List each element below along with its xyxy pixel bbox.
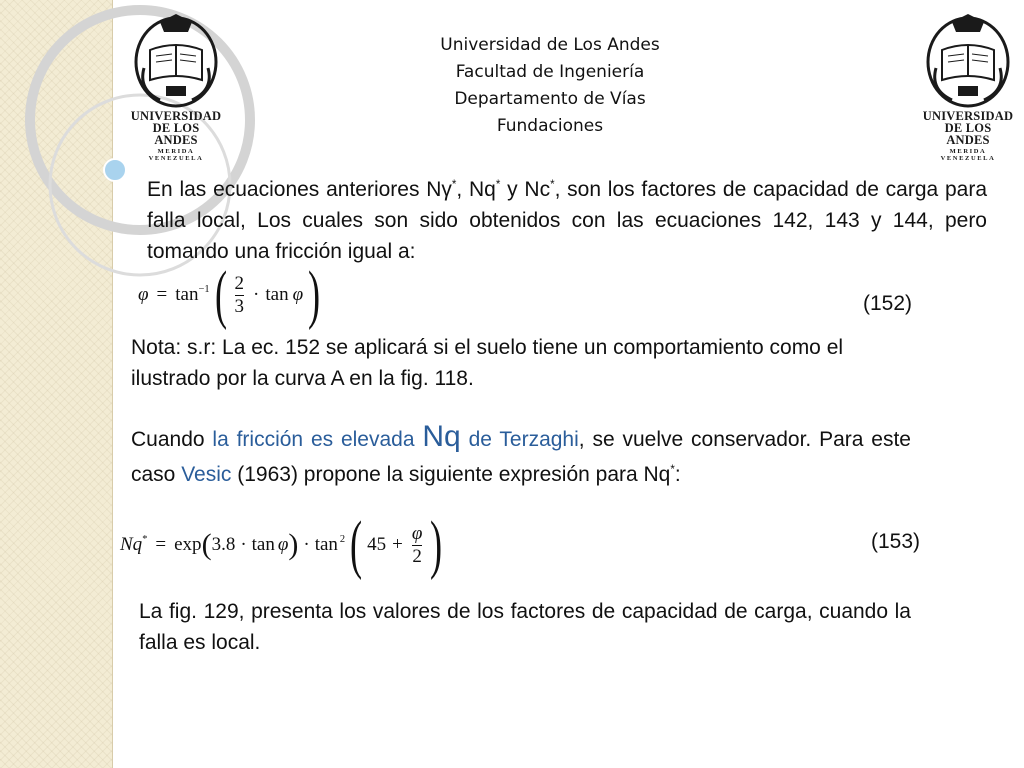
highlighted-text: de Terzaghi xyxy=(460,428,579,451)
constant: 45 xyxy=(367,534,387,555)
text-run: En las ecuaciones anteriores N xyxy=(147,178,442,201)
equation-number-153: (153) xyxy=(871,530,921,553)
text-run: , Nq xyxy=(456,178,496,201)
superscript: * xyxy=(142,533,148,545)
fraction-phi-half xyxy=(412,523,423,568)
highlighted-text: la fricción es elevada xyxy=(212,428,415,451)
crest-icon xyxy=(922,10,1014,110)
fraction-two-thirds xyxy=(235,273,245,318)
plus-sign: + xyxy=(392,534,403,555)
fraction-denominator: 3 xyxy=(234,295,245,317)
text-run: , se vuelve conservador. Para este caso xyxy=(131,428,911,486)
paragraph-vesic xyxy=(131,421,911,490)
phi-symbol: φ xyxy=(277,534,289,555)
paragraph-local-failure-factors xyxy=(147,170,987,267)
left-paren: ( xyxy=(350,508,363,581)
equation-152 xyxy=(138,258,325,331)
dot-operator: · xyxy=(240,534,247,555)
right-paren: ) xyxy=(288,528,299,561)
text-run: Cuando xyxy=(131,428,213,451)
text-run: , son los factores de capacidad de carga para falla local, Los cuales son sido obtenidos con las ecuaciones 142, 143 y 144, pero tomando una fricción igual a: xyxy=(147,178,987,263)
header-faculty: Facultad de Ingeniería xyxy=(455,62,645,82)
university-logo-left xyxy=(130,10,222,162)
header-course: Fundaciones xyxy=(496,116,604,136)
right-paren: ) xyxy=(430,508,443,581)
logo-subtitle: MERIDA VENEZUELA xyxy=(148,148,204,162)
gamma-symbol: γ xyxy=(441,178,452,201)
fraction-numerator: 2 xyxy=(234,272,245,294)
logo-subtitle: MERIDA VENEZUELA xyxy=(940,148,996,162)
phi-symbol: φ xyxy=(292,284,304,305)
paragraph-fig-129: La fig. 129, presenta los valores de los factores de capacidad de carga, cuando la falla es local. xyxy=(139,600,911,654)
logo-name-line2: DE LOS ANDES xyxy=(152,121,200,147)
coefficient: 3.8 xyxy=(211,534,236,555)
right-paren: ) xyxy=(308,258,321,331)
tan-function: tan xyxy=(251,534,275,555)
highlighted-nq: Nq xyxy=(422,420,461,453)
crest-icon xyxy=(130,10,222,110)
inverse-exponent: −1 xyxy=(198,283,210,295)
text-run: (1963) propone la siguiente expresión para Nq xyxy=(231,463,671,486)
logo-name-line1: UNIVERSIDAD xyxy=(130,109,222,123)
fraction-denominator: 2 xyxy=(412,545,422,567)
tan-function: tan xyxy=(314,534,338,555)
paragraph-note: Nota: s.r: La ec. 152 se aplicará si el suelo tiene un comportamiento como el ilustrado por la curva A en la fig. 118. xyxy=(131,336,844,390)
dot-operator: · xyxy=(303,534,310,555)
tan-function: tan xyxy=(265,284,289,305)
highlighted-vesic: Vesic xyxy=(181,463,232,486)
nq-symbol: Nq xyxy=(120,534,143,555)
header-university: Universidad de Los Andes xyxy=(440,35,660,55)
page-header xyxy=(400,32,700,140)
dot-operator: · xyxy=(253,284,260,305)
power-exponent: 2 xyxy=(339,533,346,545)
logo-name-line2: DE LOS ANDES xyxy=(944,121,992,147)
text-run: y Nc xyxy=(500,178,551,201)
equals-sign: = xyxy=(156,284,168,305)
superscript: * xyxy=(670,464,675,476)
university-logo-right xyxy=(922,10,1014,162)
logo-name-line1: UNIVERSIDAD xyxy=(922,109,1014,123)
left-decorative-panel xyxy=(0,0,113,768)
left-paren: ( xyxy=(214,258,227,331)
equation-153 xyxy=(120,508,447,581)
left-paren: ( xyxy=(201,528,212,561)
header-department: Departamento de Vías xyxy=(454,89,646,109)
superscript: * xyxy=(495,179,501,191)
fraction-numerator: φ xyxy=(411,522,423,544)
tan-function: tan xyxy=(175,284,199,305)
superscript: * xyxy=(550,179,555,191)
superscript: * xyxy=(451,179,457,191)
equation-number-152: (152) xyxy=(863,292,913,315)
text-run: : xyxy=(674,463,681,486)
phi-symbol: φ xyxy=(138,284,149,305)
equals-sign: = xyxy=(155,534,167,555)
exp-function: exp xyxy=(174,534,202,555)
